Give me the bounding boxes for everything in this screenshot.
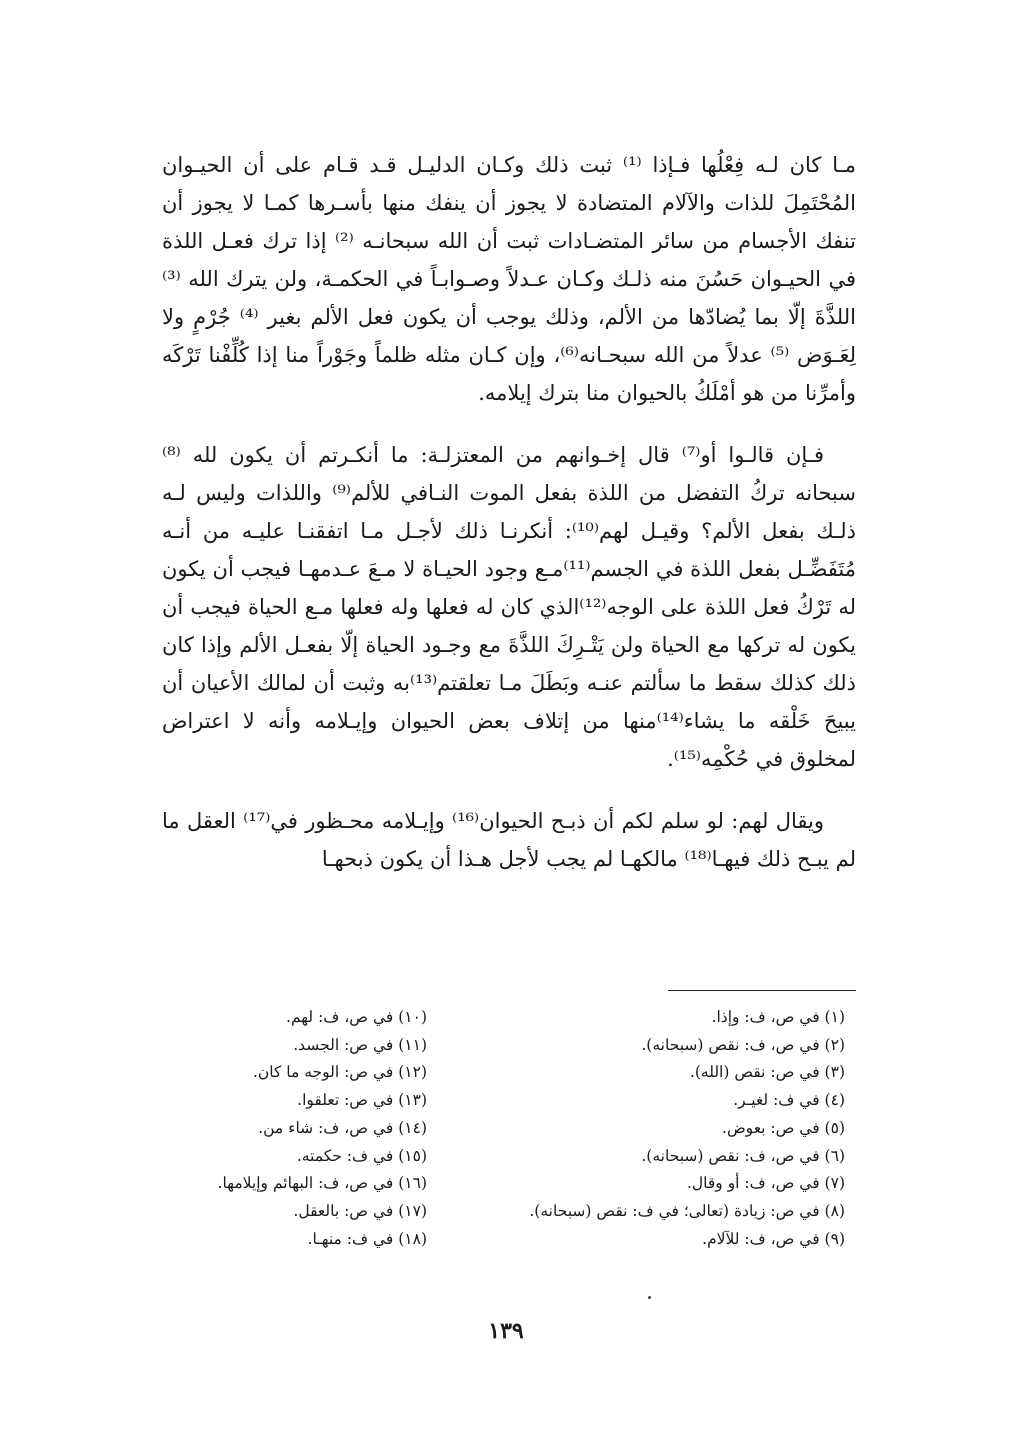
paragraph-3: ويقال لهم: لو سلم لكم أن ذبـح الحيوان⁽¹⁶⁾ وإيـلامه محـظور في⁽¹⁷⁾ العقل ما لم يبـح ذلك فيهـا⁽¹⁸⁾ مالكهـا لم يجب لأجل هـذا أن يكون ذبحهـا	[162, 809, 856, 871]
footnotes-left-column	[127, 1004, 427, 1253]
footnote-12: (١٢) في ص: الوجه ما كان.	[252, 1063, 427, 1082]
main-text	[162, 146, 856, 878]
footnote-2: (٢) في ص، ف: نقص (سبحانه).	[641, 1035, 845, 1054]
footnote-5: (٥) في ص: بعوض.	[722, 1118, 845, 1137]
footnote-9: (٩) في ص، ف: للآلام.	[702, 1229, 845, 1248]
footnote-3: (٣) في ص: نقص (الله).	[689, 1063, 845, 1082]
paragraph-1: مـا كان لـه فِعْلُها فـإذا ⁽¹⁾ ثبت ذلك وكـان الدليـل قـد قـام على أن الحيـوان المُحْتَمِلَ للذات والآلام المتضادة لا يجوز أن ينفك منها بأسـرها كمـا لا يجوز أن تنفك الأجسام من سائر المتضـادات ثبت أن الله سبحانـه ⁽²⁾ إذا ترك فعـل اللذة في الحيـوان حَسُنَ منه ذلـك وكـان عـدلاً وصـوابـاً في الحكمـة، ولن يترك الله ⁽³⁾ اللذَّةَ إلّا بما يُضادّها من الألم، وذلك يوجب أن يكون فعل الألم بغير ⁽⁴⁾ جُرْمٍ ولا لِعَـوَض ⁽⁵⁾ عدلاً من الله سبحـانه⁽⁶⁾، وإن كـان مثله ظلماً وجَوْراً منا إذا كُلِّفْنا تَرْكَه وأمرِّنا من هو أمْلَكُ بالحيوان منا بترك إيلامه.	[162, 153, 857, 405]
footnote-16: (١٦) في ص، ف: البهائم وإيلامها.	[217, 1174, 427, 1193]
footnote-14: (١٤) في ص، ف: شاء من.	[258, 1118, 427, 1137]
footnote-13: (١٣) في ص: تعلقوا.	[297, 1091, 427, 1110]
paragraph-2: فـإن قالـوا أو⁽⁷⁾ قال إخـوانهم من المعتزلـة: ما أنكـرتم أن يكون لله ⁽⁸⁾ سبحانه تركُ التفضل من اللذة بفعل الموت النـافي للألم⁽⁹⁾ واللذات وليس لـه ذلـك بفعل الألم؟ وقيـل لهم⁽¹⁰⁾: أنكرنـا ذلك لأجـل مـا اتفقنـا عليـه من أنـه مُتَفَضِّـل بفعل اللذة في الجسم⁽¹¹⁾مـع وجود الحيـاة لا مـعَ عـدمهـا فيجب أن يكون له تَرْكُ فعل اللذة على الوجه⁽¹²⁾الذي كان له فعلها وله فعلها مـع الحياة فيجب أن يكون له تركها مع الحياة ولن يَتْـرِكَ اللذَّةَ مع وجـود الحياة إلّا بفعـل الألم وإذا كان ذلك كذلك سقط ما سألتم عنـه وبَطَلَ مـا تعلقتم⁽¹³⁾به وثبت أن لمالك الأعيان أن يبيحَ خَلْقه ما يشاء⁽¹⁴⁾منها من إتلاف بعض الحيوان وإيـلامه وأنه لا اعتراض لمخلوق في حُكْمِه⁽¹⁵⁾.	[162, 443, 857, 771]
page-number: ١٣٩	[488, 1318, 524, 1344]
footnote-1: (١) في ص، ف: وإذا.	[711, 1008, 845, 1026]
footnote-7: (٧) في ص، ف: أو وقال.	[686, 1174, 845, 1193]
footnote-18: (١٨) في ف: منهـا.	[307, 1229, 427, 1248]
footnote-separator	[668, 990, 856, 991]
footnote-8: (٨) في ص: زيادة (تعالى؛ في ف: نقص (سبحانه).	[529, 1201, 845, 1220]
footnote-11: (١١) في ص: الجسد.	[293, 1035, 427, 1054]
footnote-15: (١٥) في ف: حكمته.	[296, 1146, 427, 1165]
footnote-17: (١٧) في ص: بالعقل.	[293, 1201, 427, 1220]
footnote-10: (١٠) في ص، ف: لهم.	[286, 1008, 427, 1026]
scan-dot	[648, 1296, 651, 1299]
footnote-6: (٦) في ص، ف: نقص (سبحانه).	[641, 1146, 845, 1165]
footnote-4: (٤) في ف: لغيـر.	[733, 1091, 845, 1110]
footnotes-right-column	[465, 1004, 845, 1253]
